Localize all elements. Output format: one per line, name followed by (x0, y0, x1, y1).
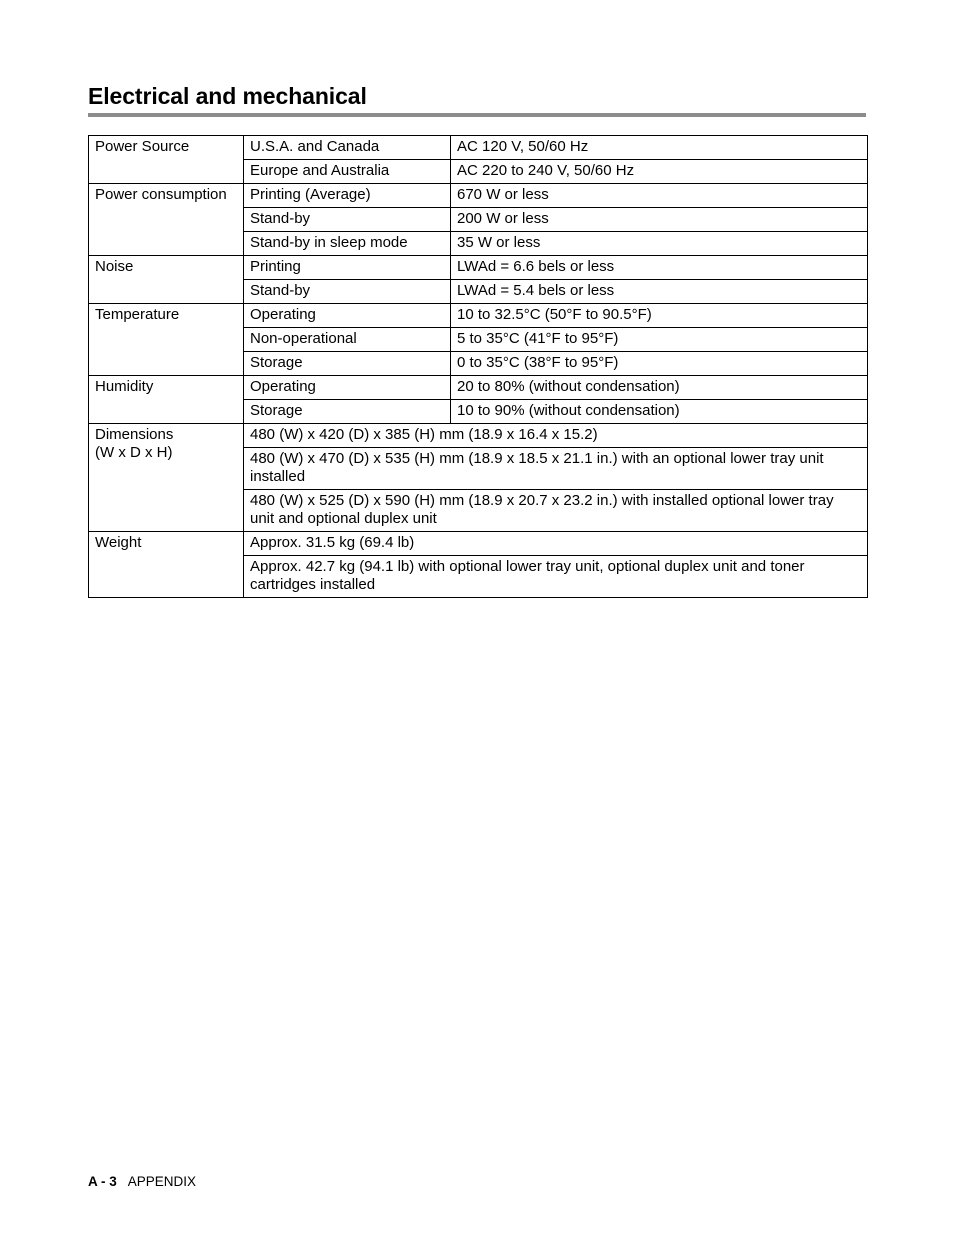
spec-table (88, 135, 868, 598)
table-cell: Stand-by (244, 208, 451, 232)
table-cell: U.S.A. and Canada (244, 136, 451, 160)
table-cell: 35 W or less (451, 232, 868, 256)
dimensions-label-sub: (W x D x H) (95, 444, 173, 461)
table-row (89, 256, 868, 280)
table-cell: Storage (244, 352, 451, 376)
row-header-noise: Noise (89, 256, 244, 304)
table-cell: 0 to 35°C (38°F to 95°F) (451, 352, 868, 376)
table-row (89, 184, 868, 208)
row-header-power-consumption: Power consumption (89, 184, 244, 256)
table-cell: 200 W or less (451, 208, 868, 232)
table-cell: 20 to 80% (without condensation) (451, 376, 868, 400)
table-cell: LWAd = 5.4 bels or less (451, 280, 868, 304)
table-row (89, 532, 868, 556)
row-header-weight: Weight (89, 532, 244, 598)
table-row (89, 376, 868, 400)
page-number: A - 3 (88, 1174, 117, 1189)
table-cell: AC 120 V, 50/60 Hz (451, 136, 868, 160)
table-cell: Storage (244, 400, 451, 424)
table-cell: 480 (W) x 525 (D) x 590 (H) mm (18.9 x 20.7 x 23.2 in.) with installed optional lower tray unit and optional duplex unit (244, 490, 868, 532)
row-header-power-source: Power Source (89, 136, 244, 184)
table-cell: 670 W or less (451, 184, 868, 208)
row-header-dimensions (89, 424, 244, 532)
table-cell: Stand-by (244, 280, 451, 304)
table-cell: Printing (244, 256, 451, 280)
table-cell: Operating (244, 304, 451, 328)
table-cell: Stand-by in sleep mode (244, 232, 451, 256)
table-cell: 480 (W) x 470 (D) x 535 (H) mm (18.9 x 18.5 x 21.1 in.) with an optional lower tray unit installed (244, 448, 868, 490)
row-header-humidity: Humidity (89, 376, 244, 424)
row-header-temperature: Temperature (89, 304, 244, 376)
page-title: Electrical and mechanical (88, 83, 367, 109)
table-cell: 10 to 32.5°C (50°F to 90.5°F) (451, 304, 868, 328)
table-cell: 480 (W) x 420 (D) x 385 (H) mm (18.9 x 16.4 x 15.2) (244, 424, 868, 448)
table-cell: Europe and Australia (244, 160, 451, 184)
title-rule (88, 113, 866, 117)
table-cell: Operating (244, 376, 451, 400)
table-cell: Non-operational (244, 328, 451, 352)
table-row (89, 304, 868, 328)
footer-section: APPENDIX (127, 1174, 197, 1189)
dimensions-label: Dimensions (95, 426, 174, 443)
table-cell: AC 220 to 240 V, 50/60 Hz (451, 160, 868, 184)
table-cell: Approx. 31.5 kg (69.4 lb) (244, 532, 868, 556)
table-row (89, 424, 868, 448)
table-row (89, 136, 868, 160)
table-cell: Printing (Average) (244, 184, 451, 208)
table-cell: Approx. 42.7 kg (94.1 lb) with optional lower tray unit, optional duplex unit and toner cartridges installed (244, 556, 868, 598)
page-footer (88, 1174, 196, 1190)
table-cell: 5 to 35°C (41°F to 95°F) (451, 328, 868, 352)
table-cell: 10 to 90% (without condensation) (451, 400, 868, 424)
table-cell: LWAd = 6.6 bels or less (451, 256, 868, 280)
